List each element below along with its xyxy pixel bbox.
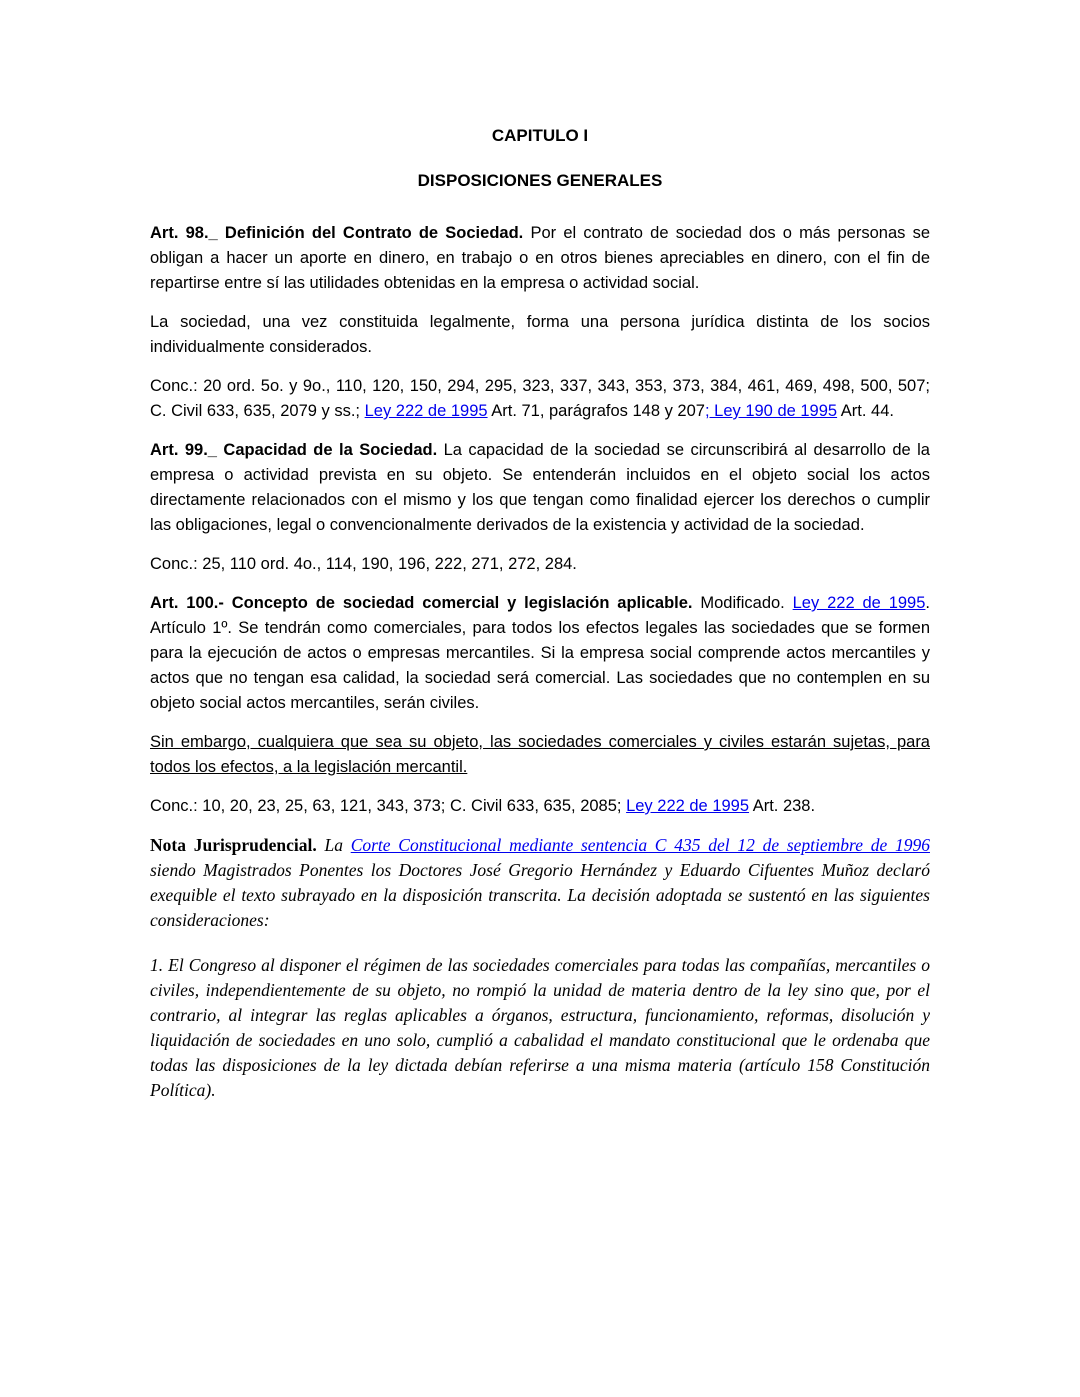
art-98-conc-text-1: Conc.: 20 ord. 5o. y 9o., 110, 120, 150, 294, 295, 323, 337, 343, 353, 373, 384, 461, 469, 498, 500, 507; C. Civil 633, 635, 2079 y ss.; — [150, 377, 930, 420]
art-100-underlined-paragraph — [150, 730, 930, 780]
chapter-subtitle: DISPOSICIONES GENERALES — [417, 171, 663, 190]
nota-jurisprudencial-paragraph — [150, 833, 930, 933]
ley-222-de-1995-link[interactable]: Ley 222 de 1995 — [792, 594, 926, 612]
art-98-concordancias — [150, 374, 930, 424]
nota-consideracion-1: 1. El Congreso al disponer el régimen de las sociedades comerciales para todas las compañías, mercantiles o civiles, independientemente de su objeto, no rompió la unidad de materia dentro de la ley sino que, por el contrario, al integrar las reglas aplicables a órganos, estructura, funcionamiento, reformas, disolución y liquidación de sociedades en uno solo, cumplió a cabalidad el mandato constitucional que le ordenaba que todas las disposiciones de la ley dictada debían referirse a una misma materia (artículo 158 Constitución Política). — [150, 955, 930, 1100]
nota-lead: La — [316, 835, 351, 855]
nota-body: siendo Magistrados Ponentes los Doctores José Gregorio Hernández y Eduardo Cifuentes Muñoz declaró exequible el texto subrayado en la disposición transcrita. La decisión adoptada se sustentó en las siguientes consideraciones: — [150, 860, 930, 930]
nota-jurisprudencial-heading: Nota Jurisprudencial. — [150, 835, 317, 855]
art-100-body: . Artículo 1º. Se tendrán como comerciales, para todos los efectos legales las sociedades que se formen para la ejecución de actos o empresas mercantiles. Si la empresa social comprende actos mercantiles y actos que no tengan esa calidad, la sociedad será comercial. Las sociedades que no contemplen en su objeto social actos mercantiles, serán civiles. — [150, 594, 931, 712]
art-98-paragraph-2: La sociedad, una vez constituida legalmente, forma una persona jurídica distinta de los socios individualmente considerados. — [150, 313, 930, 356]
chapter-title: CAPITULO I — [491, 126, 589, 145]
art-99-concordancias: Conc.: 25, 110 ord. 4o., 114, 190, 196, 222, 271, 272, 284. — [150, 555, 577, 573]
art-100-modificado: Modificado. — [692, 594, 793, 612]
art-100-conc-text-2: Art. 238. — [749, 797, 816, 815]
art-99-body: La capacidad de la sociedad se circunscribirá al desarrollo de la empresa o actividad prevista en su objeto. Se entenderán incluidos en el objeto social los actos directamente relacionados con el mismo y los que tengan como finalidad ejercer los derechos o cumplir las obligaciones, legal o convencionalmente derivados de la existencia y actividad de la sociedad. — [150, 441, 930, 534]
art-99-heading: Art. 99._ Capacidad de la Sociedad. — [150, 441, 438, 459]
art-98-conc-text-3: Art. 44. — [837, 402, 894, 420]
art-100-concordancias — [150, 794, 930, 819]
ley-190-de-1995-link[interactable]: ; Ley 190 de 1995 — [704, 402, 838, 420]
art-98-paragraph — [150, 221, 930, 296]
art-100-heading: Art. 100.- Concepto de sociedad comercial y legislación aplicable. — [150, 594, 693, 612]
art-98-heading: Art. 98._ Definición del Contrato de Sociedad. — [150, 224, 524, 242]
sentencia-c-435-link[interactable]: Corte Constitucional mediante sentencia C 435 del 12 de septiembre de 1996 — [350, 835, 930, 855]
art-98-conc-text-2: Art. 71, parágrafos 148 y 207 — [487, 402, 705, 420]
ley-222-de-1995-link[interactable]: Ley 222 de 1995 — [364, 402, 488, 420]
art-100-underlined-text: Sin embargo, cualquiera que sea su objeto, las sociedades comerciales y civiles estarán sujetas, para todos los efectos, a la legislación mercantil. — [150, 733, 930, 776]
art-98-body: Por el contrato de sociedad dos o más personas se obligan a hacer un aporte en dinero, en trabajo o en otros bienes apreciables en dinero, con el fin de repartirse entre sí las utilidades obtenidas en la empresa o actividad social. — [150, 224, 931, 292]
art-99-paragraph — [150, 438, 930, 538]
art-100-conc-text-1: Conc.: 10, 20, 23, 25, 63, 121, 343, 373; C. Civil 633, 635, 2085; — [150, 797, 627, 815]
ley-222-de-1995-link[interactable]: Ley 222 de 1995 — [626, 797, 750, 815]
art-100-paragraph — [150, 591, 930, 716]
